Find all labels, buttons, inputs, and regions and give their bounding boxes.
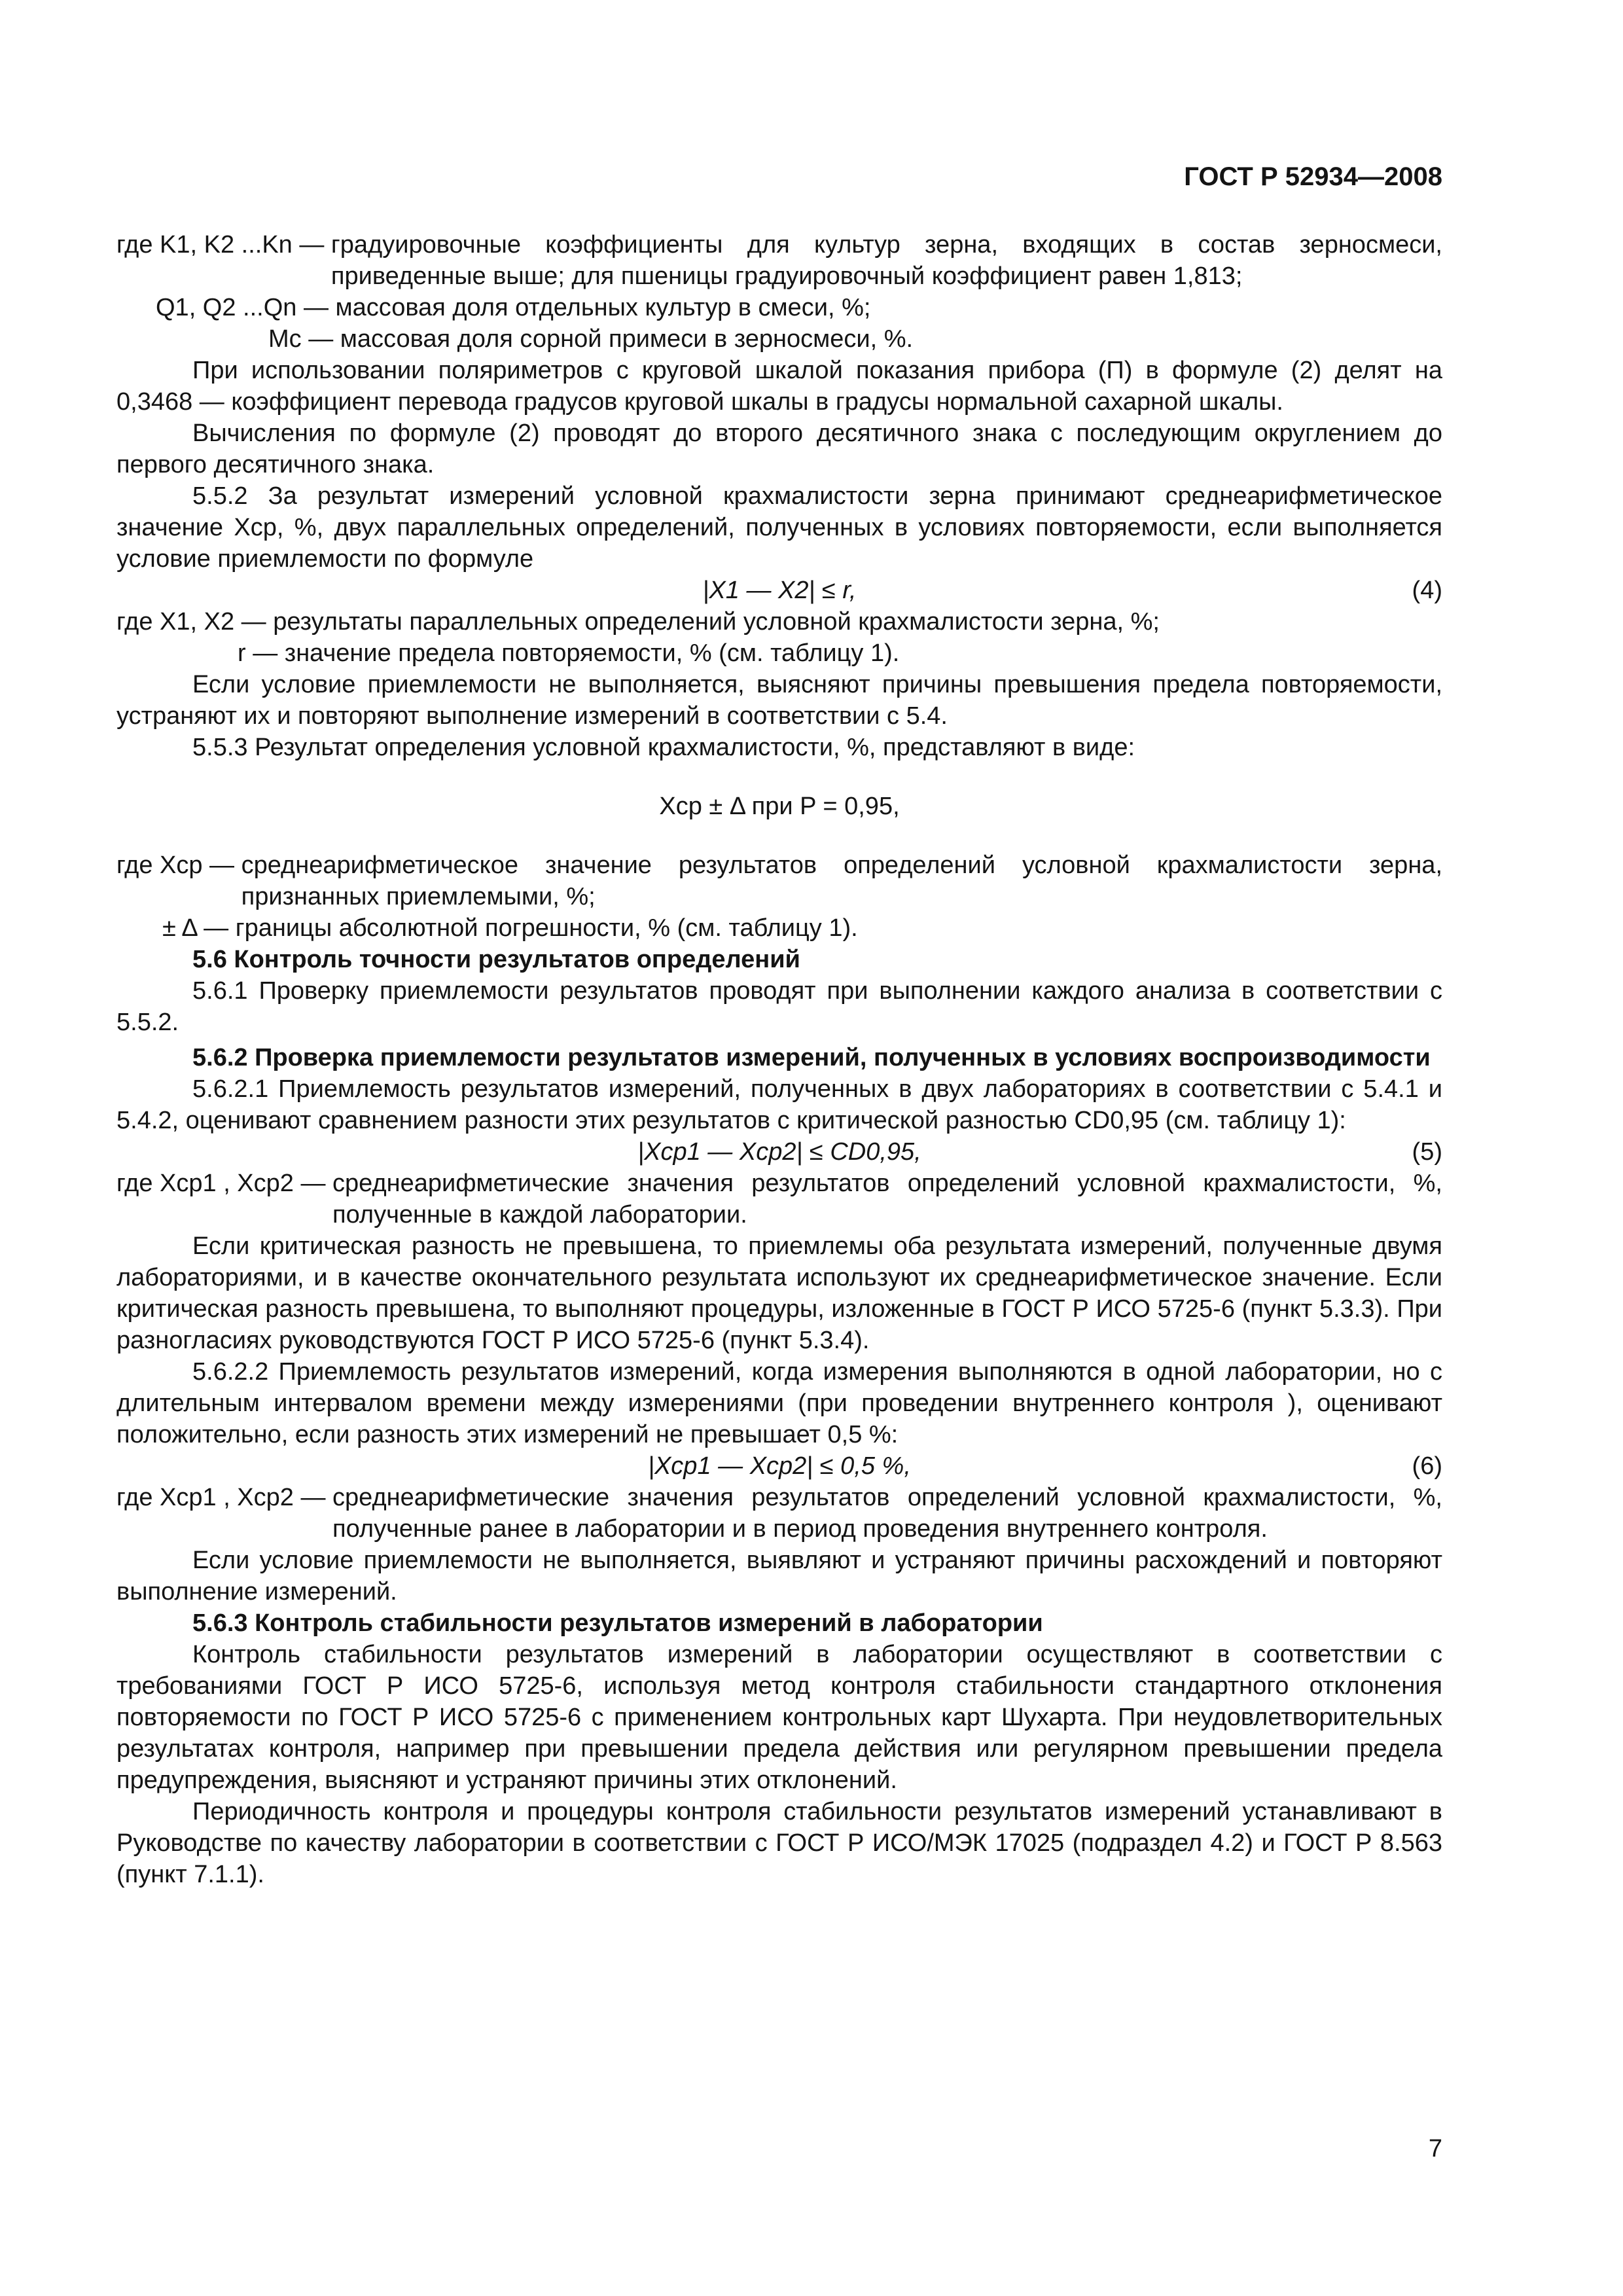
where-line-error: ± Δ — границы абсолютной погрешности, % (см. таблицу 1). [162, 914, 858, 942]
where-label: где Xср1 , Xср2 — [116, 1170, 333, 1197]
where-text: среднеарифметические значения результатов определений условной крахмалистости, %, полученные в каждой лаборатории. [332, 1170, 1442, 1229]
formula-expression: |Xср1 — Xср2| ≤ CD0,95, [637, 1138, 921, 1166]
where-line-impurity: Mc — массовая доля сорной примеси в зерносмеси, %. [268, 325, 914, 353]
formula-number: (4) [1412, 577, 1442, 604]
document-header: ГОСТ Р 52934—2008 [1184, 162, 1442, 191]
paragraph: Если критическая разность не превышена, то приемлемы оба результата измерений, полученные двумя лабораториями, и в качестве окончательного результата используют их среднеарифметическое значение. Если критическая разность превышена, то выполняют процедуры, изложенные в ГОСТ Р ИСО 5725-6 (пункт 5.3.3). При разногласиях руководствуются ГОСТ Р ИСО 5725-6 (пункт 5.3.4). [116, 1232, 1442, 1354]
formula-number: (5) [1412, 1138, 1442, 1166]
paragraph: При использовании поляриметров с круговой шкалой показания прибора (П) в формуле (2) делят на 0,3468 — коэффициент перевода градусов круговой шкалы в градусы нормальной сахарной шкалы. [116, 357, 1442, 416]
clause-5-6-2-1: 5.6.2.1 Приемлемость результатов измерений, полученных в двух лабораториях в соответствии с 5.4.1 и 5.4.2, оценивают сравнением разности этих результатов с критической разностью CD0,95 (см. таблицу 1): [116, 1075, 1442, 1134]
where-clause-mean [116, 850, 1442, 912]
where-label: где Xср — [116, 852, 241, 879]
where-clause-coefficients [116, 229, 1442, 292]
page-body [116, 229, 1442, 1890]
clause-5-5-2: 5.5.2 За результат измерений условной крахмалистости зерна принимают среднеарифметическое значение Xср, %, двух параллельных определений, полученных в условиях повторяемости, если выполняется условие приемлемости по формуле [116, 482, 1442, 573]
formula-6 [116, 1450, 1442, 1482]
clause-5-6-2-2: 5.6.2.2 Приемлемость результатов измерений, когда измерения выполняются в одной лаборатории, но с длительным интервалом времени между измерениями (при проведении внутреннего контроля ), оценивают положительно, если разность этих измерений не превышает 0,5 %: [116, 1358, 1442, 1448]
section-heading-5-6-3: 5.6.3 Контроль стабильности результатов измерений в лаборатории [192, 1609, 1043, 1637]
section-heading-5-6-2: 5.6.2 Проверка приемлемости результатов измерений, полученных в условиях воспроизводимости [192, 1044, 1431, 1071]
where-text: среднеарифметическое значение результатов определений условной крахмалистости зерна, признанных приемлемыми, %; [241, 852, 1442, 910]
formula-number: (6) [1412, 1452, 1442, 1480]
formula-5 [116, 1136, 1442, 1168]
formula-4 [116, 575, 1442, 606]
where-text: среднеарифметические значения результатов определений условной крахмалистости, %, полученные ранее в лаборатории и в период проведения внутреннего контроля. [332, 1484, 1442, 1543]
page-number: 7 [1428, 2135, 1442, 2162]
clause-5-5-3: 5.5.3 Результат определения условной крахмалистости, %, представляют в виде: [192, 734, 1135, 761]
where-label: где Xср1 , Xср2 — [116, 1484, 333, 1511]
where-clause-labs [116, 1168, 1442, 1230]
paragraph: Если условие приемлемости не выполняется, выявляют и устраняют причины расхождений и повторяют выполнение измерений. [116, 1547, 1442, 1605]
paragraph: Вычисления по формуле (2) проводят до второго десятичного знака с последующим округлением до первого десятичного знака. [116, 420, 1442, 478]
where-clause-internal [116, 1482, 1442, 1545]
where-line-fractions: Q1, Q2 ...Qn — массовая доля отдельных культур в смеси, %; [156, 294, 871, 321]
where-line-results: где X1, X2 — результаты параллельных определений условной крахмалистости зерна, %; [116, 608, 1160, 636]
formula-expression: |X1 — X2| ≤ r, [702, 577, 857, 604]
formula-expression: Xср ± Δ при P = 0,95, [659, 793, 900, 820]
formula-expression: |Xср1 — Xср2| ≤ 0,5 %, [648, 1452, 911, 1480]
paragraph: Если условие приемлемости не выполняется, выясняют причины превышения предела повторяемости, устраняют их и повторяют выполнение измерений в соответствии с 5.4. [116, 671, 1442, 730]
clause-5-6-1: 5.6.1 Проверку приемлемости результатов проводят при выполнении каждого анализа в соответствии с 5.5.2. [116, 977, 1442, 1036]
paragraph: Периодичность контроля и процедуры контроля стабильности результатов измерений устанавливают в Руководстве по качеству лаборатории в соответствии с ГОСТ Р ИСО/МЭК 17025 (подраздел 4.2) и ГОСТ Р 8.563 (пункт 7.1.1). [116, 1798, 1442, 1888]
formula-result [116, 791, 1442, 822]
section-heading-5-6: 5.6 Контроль точности результатов определений [192, 946, 800, 973]
where-text: градуировочные коэффициенты для культур зерна, входящих в состав зерносмеси, приведенные выше; для пшеницы градуировочный коэффициент равен 1,813; [330, 231, 1442, 290]
paragraph: Контроль стабильности результатов измерений в лаборатории осуществляют в соответствии с требованиями ГОСТ Р ИСО 5725-6, используя метод контроля стабильности стандартного отклонения повторяемости по ГОСТ Р ИСО 5725-6 с применением контрольных карт Шухарта. При неудовлетворительных результатах контроля, например при превышении предела действия или регулярном превышении предела предупреждения, выясняют и устраняют причины этих отклонений. [116, 1641, 1442, 1794]
where-line-repeatability: r — значение предела повторяемости, % (см. таблицу 1). [238, 639, 900, 667]
where-label: где K1, K2 ...Kn — [116, 231, 331, 259]
